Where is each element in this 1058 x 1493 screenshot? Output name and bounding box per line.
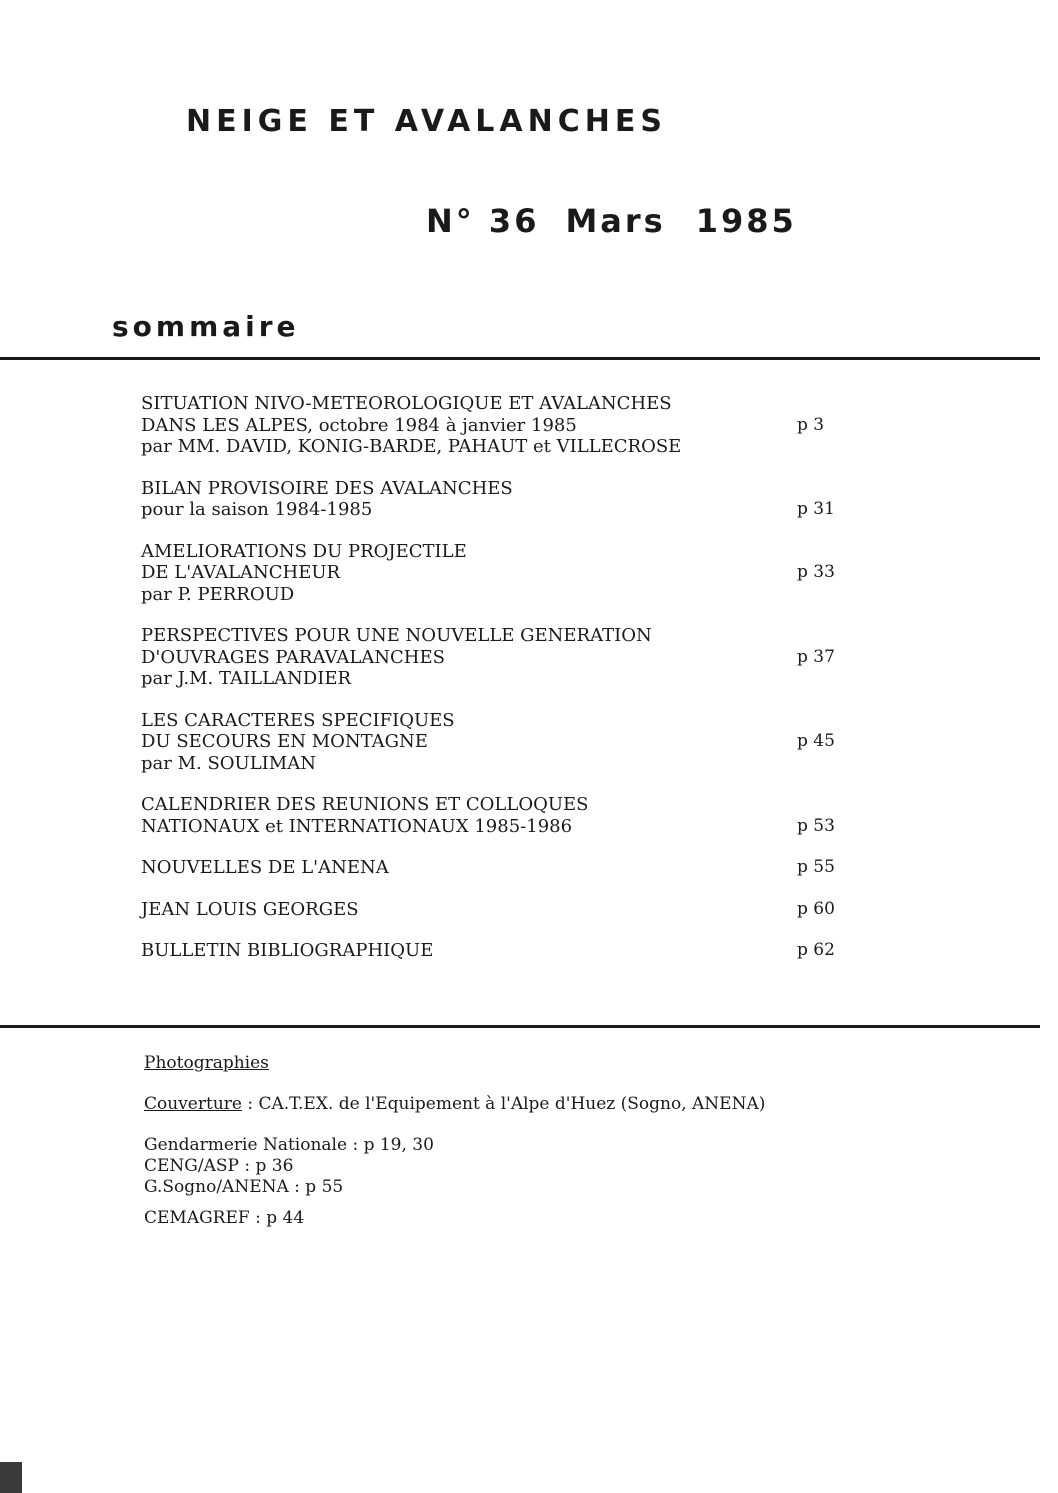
toc-entry[interactable] (141, 857, 861, 879)
toc-entry-line: PERSPECTIVES POUR UNE NOUVELLE GENERATION (141, 625, 652, 646)
issue-month: Mars (565, 202, 666, 240)
credit-item: CEMAGREF : p 44 (144, 1208, 305, 1228)
toc-entry-line: pour la saison 1984-1985 (141, 499, 373, 520)
toc-page-number: p 55 (797, 857, 835, 877)
issue-number: N° 36 (426, 202, 540, 240)
toc-page-number: p 33 (797, 562, 835, 582)
toc-entry-line: BILAN PROVISOIRE DES AVALANCHES (141, 477, 513, 499)
toc-entry[interactable] (141, 794, 861, 837)
toc-page-number: p 45 (797, 731, 835, 751)
toc-page-number: p 3 (797, 414, 825, 435)
credit-item: Gendarmerie Nationale : p 19, 30 (144, 1135, 434, 1155)
toc-entry-line: D'OUVRAGES PARAVALANCHES (141, 646, 445, 668)
toc-entry-line: par MM. DAVID, KONIG-BARDE, PAHAUT et VILLECROSE (141, 436, 682, 457)
credit-item: G.Sogno/ANENA : p 55 (144, 1177, 344, 1197)
cover-text: : CA.T.EX. de l'Equipement à l'Alpe d'Huez (Sogno, ANENA) (241, 1094, 766, 1114)
toc-entry-line: CALENDRIER DES REUNIONS ET COLLOQUES (141, 794, 589, 815)
toc-entry[interactable] (141, 940, 861, 962)
toc-page-number: p 53 (797, 815, 835, 836)
toc-entry-line: par P. PERROUD (141, 583, 295, 605)
toc-entry-line: DU SECOURS EN MONTAGNE (141, 731, 428, 752)
toc-entry-line: par M. SOULIMAN (141, 752, 316, 774)
toc-entry-line: DANS LES ALPES, octobre 1984 à janvier 1985 (141, 414, 577, 436)
toc-entry[interactable] (141, 710, 861, 775)
toc-entry[interactable] (141, 478, 861, 521)
toc-page-number: p 62 (797, 940, 835, 960)
toc-entry-line: AMELIORATIONS DU PROJECTILE (141, 540, 467, 562)
bottom-divider (0, 1025, 1040, 1028)
issue-line (426, 202, 797, 240)
scan-edge-shadow (0, 1462, 22, 1493)
section-heading: sommaire (112, 310, 300, 343)
journal-title: NEIGE ET AVALANCHES (186, 104, 667, 139)
toc-entry[interactable] (141, 625, 861, 690)
toc-entry-line: NOUVELLES DE L'ANENA (141, 857, 389, 878)
toc-entry-line: par J.M. TAILLANDIER (141, 668, 352, 689)
issue-year: 1985 (695, 202, 797, 240)
cover-label: Couverture (144, 1094, 242, 1114)
cover-credit (144, 1094, 924, 1115)
toc-entry-line: LES CARACTERES SPECIFIQUES (141, 709, 455, 731)
toc-entry[interactable] (141, 541, 861, 606)
toc-page-number: p 31 (797, 499, 835, 519)
toc-entry[interactable] (141, 393, 861, 458)
credit-item: CENG/ASP : p 36 (144, 1156, 294, 1176)
table-of-contents (141, 393, 861, 982)
toc-entry-line: SITUATION NIVO-METEOROLOGIQUE ET AVALANCHES (141, 393, 672, 414)
toc-entry-line: JEAN LOUIS GEORGES (141, 898, 359, 920)
credits-heading: Photographies (144, 1053, 269, 1073)
toc-entry-line: NATIONAUX et INTERNATIONAUX 1985-1986 (141, 815, 573, 837)
toc-entry-line: DE L'AVALANCHEUR (141, 562, 341, 583)
photo-credits (144, 1053, 924, 1229)
top-divider (0, 357, 1040, 360)
toc-entry-line: BULLETIN BIBLIOGRAPHIQUE (141, 940, 434, 961)
toc-page-number: p 37 (797, 646, 835, 667)
toc-entry[interactable] (141, 899, 861, 921)
toc-page-number: p 60 (797, 898, 835, 919)
